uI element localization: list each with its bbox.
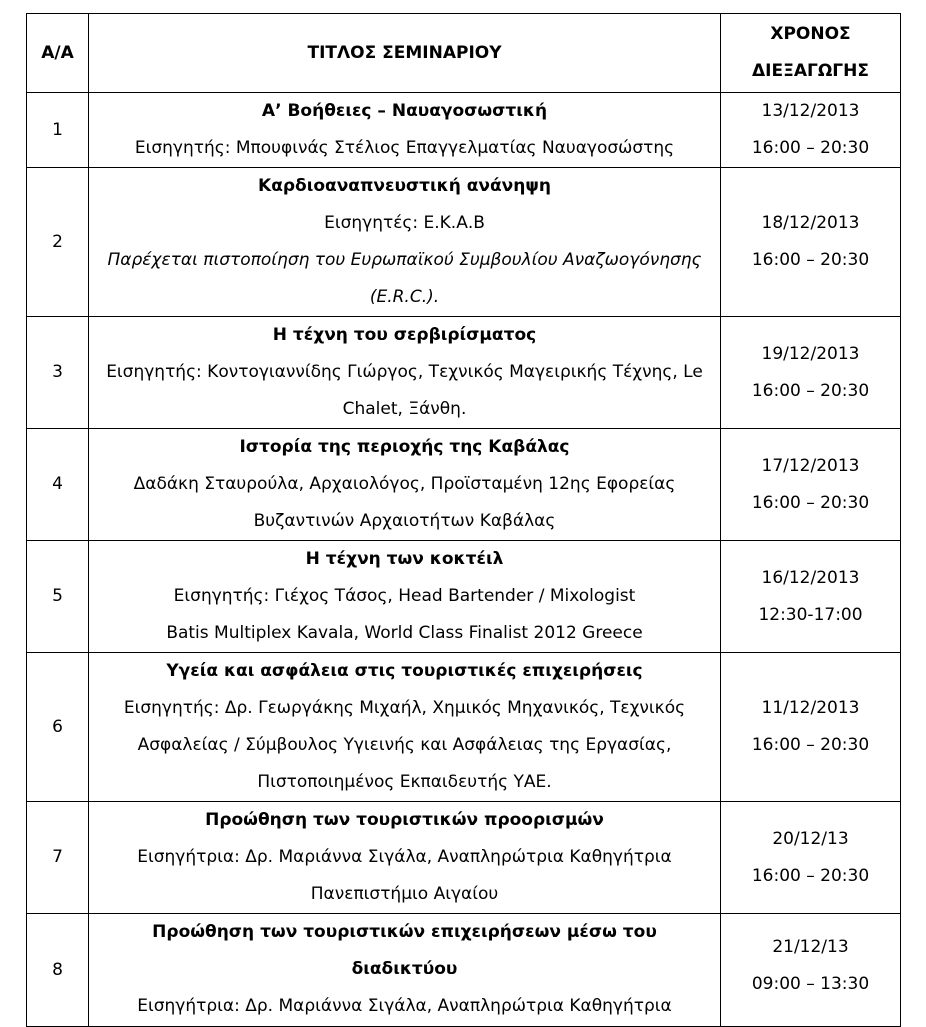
- row-num: 7: [27, 802, 89, 914]
- seminar-time: 16:00 – 20:30: [751, 138, 870, 158]
- row-num: 6: [27, 653, 89, 802]
- row-datetime: [721, 914, 901, 1027]
- seminar-title: Υγεία και ασφάλεια στις τουριστικές επιχειρήσεις: [166, 661, 643, 681]
- seminar-date: 20/12/13: [772, 828, 849, 849]
- row-content: [89, 914, 721, 1027]
- table-row: [27, 168, 901, 317]
- seminar-date: 19/12/2013: [761, 343, 860, 364]
- seminar-title: Η τέχνη των κοκτέιλ: [305, 549, 504, 569]
- seminar-date: 13/12/2013: [761, 101, 860, 121]
- seminar-time: 16:00 – 20:30: [751, 250, 870, 270]
- speaker-line: Πιστοποιημένος Εκπαιδευτής ΥΑΕ.: [257, 772, 552, 792]
- seminar-date: 17/12/2013: [761, 455, 860, 476]
- row-content: [89, 168, 721, 317]
- speaker-line: Εισηγήτρια: Δρ. Μαριάννα Σιγάλα, Αναπληρώτρια Καθηγήτρια: [137, 847, 672, 867]
- row-datetime: [721, 541, 901, 653]
- speaker-line: Εισηγητής: Γιέχος Τάσος, Head Bartender / Mixologist: [173, 586, 636, 606]
- seminar-title: Προώθηση των τουριστικών επιχειρήσεων μέσω του: [152, 922, 657, 942]
- seminar-schedule-table: [26, 13, 901, 1027]
- speaker-line: Εισηγήτρια: Δρ. Μαριάννα Σιγάλα, Αναπληρώτρια Καθηγήτρια: [137, 996, 672, 1016]
- seminar-title: διαδικτύου: [351, 959, 458, 979]
- speaker-line: Εισηγητής: Μπουφινάς Στέλιος Επαγγελματίας Ναυαγοσώστης: [134, 138, 675, 158]
- seminar-time: 09:00 – 13:30: [751, 974, 870, 994]
- speaker-line: Ασφαλείας / Σύμβουλος Υγιεινής και Ασφάλειας της Εργασίας,: [137, 735, 672, 755]
- seminar-time: 16:00 – 20:30: [751, 380, 870, 401]
- row-datetime: [721, 429, 901, 541]
- seminar-time: 16:00 – 20:30: [751, 492, 870, 513]
- seminar-time: 16:00 – 20:30: [751, 865, 870, 886]
- table-row: [27, 541, 901, 653]
- header-title: ΤΙΤΛΟΣ ΣΕΜΙΝΑΡΙΟΥ: [89, 14, 721, 93]
- speaker-line: Εισηγητές: Ε.Κ.Α.Β: [324, 213, 485, 233]
- seminar-title: Ιστορία της περιοχής της Καβάλας: [239, 437, 570, 457]
- row-num: 4: [27, 429, 89, 541]
- row-datetime: [721, 653, 901, 802]
- seminar-date: 18/12/2013: [761, 213, 860, 233]
- table-row: [27, 653, 901, 802]
- row-num: 3: [27, 317, 89, 429]
- header-time: [721, 14, 901, 93]
- row-content: [89, 429, 721, 541]
- seminar-title: Καρδιοαναπνευστική ανάνηψη: [258, 176, 551, 196]
- table-row: [27, 914, 901, 1027]
- speaker-line: Πανεπιστήμιο Αιγαίου: [310, 884, 499, 904]
- seminar-date: 21/12/13: [772, 937, 849, 957]
- speaker-line: Εισηγητής: Κοντογιαννίδης Γιώργος, Τεχνικός Μαγειρικής Τέχνης, Le: [106, 362, 703, 382]
- table-row: [27, 93, 901, 168]
- header-num: Α/Α: [27, 14, 89, 93]
- table-row: [27, 429, 901, 541]
- table-row: [27, 802, 901, 914]
- row-num: 5: [27, 541, 89, 653]
- row-content: [89, 317, 721, 429]
- row-num: 8: [27, 914, 89, 1027]
- speaker-line: Εισηγητής: Δρ. Γεωργάκης Μιχαήλ, Χημικός Μηχανικός, Τεχνικός: [123, 698, 686, 718]
- seminar-date: 16/12/2013: [761, 567, 860, 588]
- header-time-line1: ΧΡΟΝΟΣ: [770, 24, 851, 44]
- speaker-line: Βυζαντινών Αρχαιοτήτων Καβάλας: [253, 511, 556, 531]
- row-datetime: [721, 168, 901, 317]
- seminar-title: Α’ Βοήθειες – Ναυαγοσωστική: [261, 101, 548, 121]
- seminar-date: 11/12/2013: [761, 698, 860, 718]
- seminar-time: 12:30-17:00: [758, 604, 863, 625]
- row-content: [89, 653, 721, 802]
- row-datetime: [721, 317, 901, 429]
- table-row: [27, 317, 901, 429]
- speaker-line: Chalet, Ξάνθη.: [342, 399, 467, 419]
- speaker-line: Δαδάκη Σταυρούλα, Αρχαιολόγος, Προϊσταμένη 12ης Εφορείας: [133, 474, 676, 494]
- seminar-title: Προώθηση των τουριστικών προορισμών: [205, 810, 604, 830]
- seminar-time: 16:00 – 20:30: [751, 735, 870, 755]
- row-content: [89, 93, 721, 168]
- certification-note: Παρέχεται πιστοποίηση του Ευρωπαϊκού Συμβουλίου Αναζωογόνησης: [107, 250, 702, 270]
- certification-note: (E.R.C.).: [369, 287, 440, 307]
- seminar-title: Η τέχνη του σερβιρίσματος: [272, 325, 537, 345]
- header-row: [27, 14, 901, 93]
- row-num: 1: [27, 93, 89, 168]
- row-datetime: [721, 93, 901, 168]
- row-num: 2: [27, 168, 89, 317]
- row-content: [89, 802, 721, 914]
- speaker-line: Batis Multiplex Kavala, World Class Finalist 2012 Greece: [166, 623, 643, 643]
- header-time-line2: ΔΙΕΞΑΓΩΓΗΣ: [752, 61, 869, 81]
- row-content: [89, 541, 721, 653]
- row-datetime: [721, 802, 901, 914]
